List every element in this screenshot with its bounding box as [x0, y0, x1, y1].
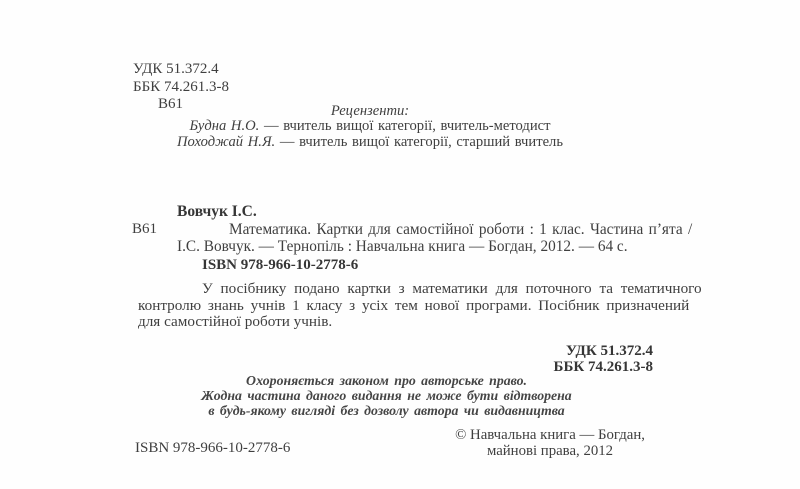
reviewers-block — [80, 104, 660, 150]
reviewer-row — [80, 119, 660, 134]
annotation-line: У посібнику подано картки з математики для поточного та тематичного — [202, 280, 702, 297]
catalog-isbn: ISBN 978-966-10-2778-6 — [202, 257, 359, 273]
publisher-copyright-line: майнові права, 2012 — [486, 442, 614, 459]
catalog-description — [177, 221, 693, 255]
catalog-index: В61 — [132, 221, 158, 237]
annotation-line: контролю знань учнів 1 класу з усіх тем нової програми. Посібник призначений — [138, 296, 690, 314]
notice-line: в будь-якому вигляді без дозволу автора чи видавництва — [208, 402, 565, 418]
reviewer-description: — вчитель вищої категорії, вчитель-методист — [263, 118, 551, 135]
author-sign-top: В61 — [158, 96, 184, 112]
publisher-copyright — [450, 428, 650, 460]
udk-code-bottom: УДК 51.372.4 — [566, 343, 653, 359]
notice-line: Охороняється законом про авторське право. — [246, 373, 527, 388]
reviewers-heading: Рецензенти: — [330, 103, 410, 119]
classification-codes-bottom — [452, 343, 653, 375]
reviewer-name: Будна Н.О. — [189, 118, 260, 135]
copyright-protection-notice — [138, 374, 635, 418]
reviewer-row — [80, 135, 660, 150]
bbk-code-bottom: ББК 74.261.3-8 — [553, 359, 653, 376]
footer-isbn: ISBN 978-966-10-2778-6 — [135, 440, 291, 456]
bbk-code-top: ББК 74.261.3-8 — [133, 78, 229, 95]
reviewer-description: — вчитель вищої категорії, старший вчитель — [279, 133, 563, 150]
catalog-title-line: Математика. Картки для самостійної роботи : 1 клас. Частина п’ята / — [229, 221, 693, 238]
udk-code-top: УДК 51.372.4 — [133, 61, 219, 77]
annotation-line: для самостійної роботи учнів. — [138, 313, 333, 331]
reviewer-name: Походжай Н.Я. — [176, 133, 276, 150]
publisher-copyright-line: © Навчальна книга — Богдан, — [455, 427, 645, 443]
annotation-paragraph — [138, 280, 702, 331]
catalog-author: Вовчук І.С. — [177, 203, 257, 220]
catalog-publisher-line: І.С. Вовчук. — Тернопіль : Навчальна книга — Богдан, 2012. — 64 с. — [177, 238, 628, 255]
notice-line: Жодна частина даного видання не може бути відтворена — [201, 387, 572, 403]
